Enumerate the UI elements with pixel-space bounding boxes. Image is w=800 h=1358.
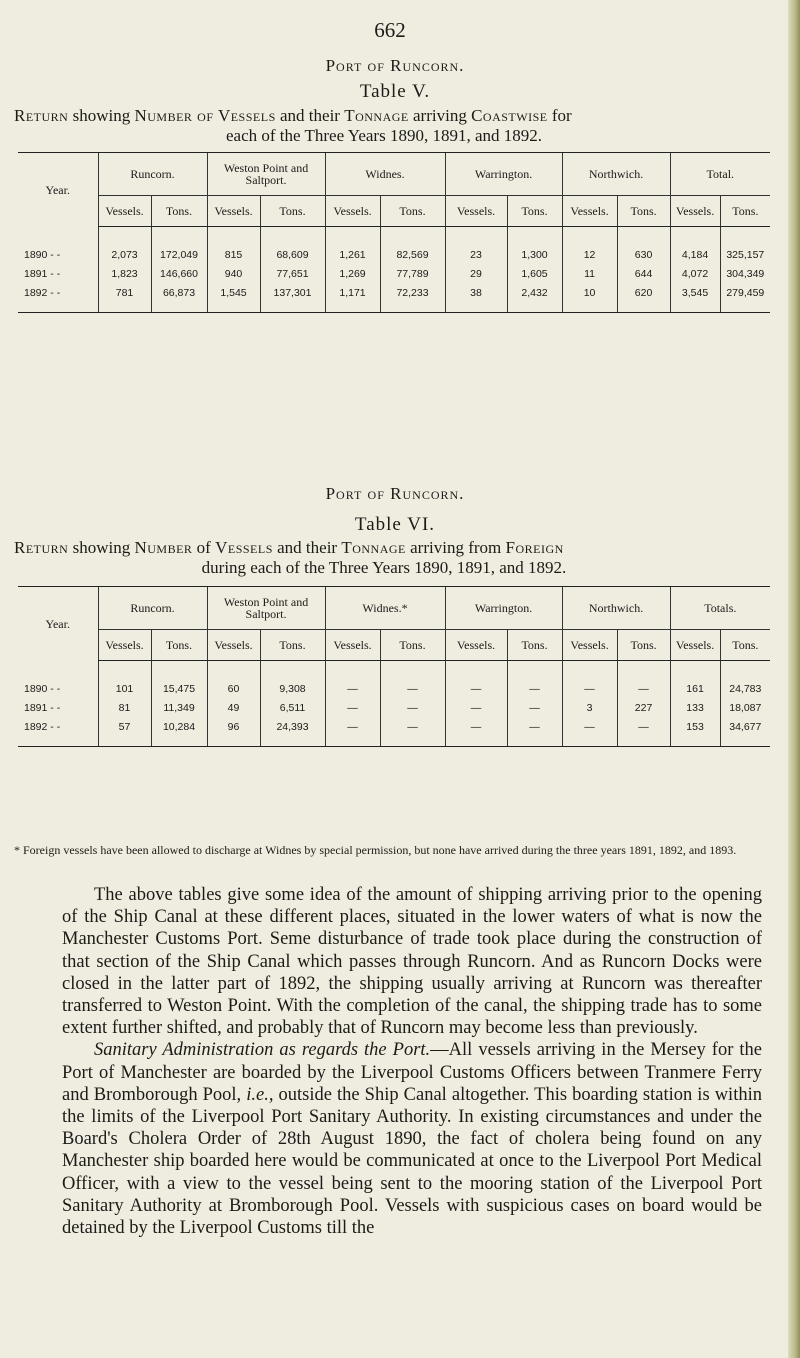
table6-desc-number: Number [134, 538, 193, 557]
table-cell: 1,261 [325, 245, 380, 264]
place-header: Northwich. [562, 587, 670, 630]
tons-header: Tons. [260, 196, 325, 227]
table-cell: 153 [670, 717, 720, 736]
table-cell: 57 [98, 717, 151, 736]
table-cell: 2,073 [98, 245, 151, 264]
table-cell: — [562, 679, 617, 698]
table-cell: 66,873 [151, 283, 207, 302]
table5-heading: Port of Runcorn. [325, 56, 465, 75]
vessels-header: Vessels. [445, 196, 507, 227]
table5 [18, 152, 770, 313]
table-cell: — [445, 717, 507, 736]
table-cell: — [380, 717, 445, 736]
year-header: Year. [18, 153, 98, 227]
table-cell: 940 [207, 264, 260, 283]
paragraph: The above tables give some idea of the amount of shipping arriving prior to the opening of the Ship Canal at these different places, situated in the lower waters of what is now the Manchester Customs Port. Seme disturbance of trade took place during the construction of that section of the Ship Canal which passes through Runcorn. And as Runcorn Docks were closed in the latter part of 1892, the shipping usually arriving at Runcorn was thereafter transferred to Weston Point. With the completion of the canal, the shipping trade has to some extent further shifted, and probably that of Runcorn may become less than previously. [62, 885, 762, 1039]
vessels-header: Vessels. [670, 630, 720, 661]
table6-footnote: * Foreign vessels have been allowed to discharge at Widnes by special permission, but none have arrived during the three years 1891, 1892, and 1893. [14, 843, 737, 857]
table-cell: 34,677 [720, 717, 770, 736]
table-cell: — [507, 698, 562, 717]
table-cell: 96 [207, 717, 260, 736]
table-cell: 4,072 [670, 264, 720, 283]
table-cell: 12 [562, 245, 617, 264]
table-cell: 23 [445, 245, 507, 264]
vessels-header: Vessels. [445, 630, 507, 661]
table-cell: 77,789 [380, 264, 445, 283]
vessels-header: Vessels. [207, 196, 260, 227]
year-cell: 1892 - - [24, 286, 61, 299]
table-row [18, 264, 770, 283]
table-cell: 630 [617, 245, 670, 264]
table-cell: 11 [562, 264, 617, 283]
table-cell: 38 [445, 283, 507, 302]
table-cell: — [617, 679, 670, 698]
table-cell: 133 [670, 698, 720, 717]
table-row [18, 283, 770, 302]
tons-header: Tons. [507, 630, 562, 661]
table-cell: 137,301 [260, 283, 325, 302]
table-cell: 4,184 [670, 245, 720, 264]
table5-title: Table V. [359, 81, 431, 102]
tons-header: Tons. [720, 196, 770, 227]
table5-desc-and: and their [275, 106, 345, 125]
table-cell: — [325, 679, 380, 698]
table-cell: 10 [562, 283, 617, 302]
table-cell: 18,087 [720, 698, 770, 717]
place-header: Widnes. [325, 153, 445, 196]
table-cell: — [445, 698, 507, 717]
year-header: Year. [18, 587, 98, 661]
paragraph [62, 1039, 762, 1239]
vessels-header: Vessels. [98, 630, 151, 661]
table-cell: 227 [617, 698, 670, 717]
table-cell: 60 [207, 679, 260, 698]
table-cell: 1,171 [325, 283, 380, 302]
table6-desc-mode: Foreign [505, 538, 564, 557]
table-cell: — [325, 698, 380, 717]
table-row [18, 698, 770, 717]
table-cell: — [617, 717, 670, 736]
table6-title: Table VI. [354, 514, 436, 535]
table-cell: 82,569 [380, 245, 445, 264]
table-cell: 24,783 [720, 679, 770, 698]
table-cell: 2,432 [507, 283, 562, 302]
table-row [18, 245, 770, 264]
year-cell: 1890 - - [24, 248, 61, 261]
table5-desc-return: Return [14, 106, 69, 125]
table5-desc-for: for [547, 106, 572, 125]
table-cell: — [445, 679, 507, 698]
table-cell: 279,459 [720, 283, 770, 302]
table-cell: 1,269 [325, 264, 380, 283]
vessels-header: Vessels. [562, 630, 617, 661]
place-header: Northwich. [562, 153, 670, 196]
table6-desc-mid: showing [68, 538, 135, 557]
table-cell: 15,475 [151, 679, 207, 698]
paragraph-ie: i.e., [246, 1084, 274, 1105]
table-cell: 620 [617, 283, 670, 302]
table6-desc-tonnage: Tonnage [341, 538, 406, 557]
table-cell: 1,823 [98, 264, 151, 283]
table6-desc-arriving: arriving from [405, 538, 506, 557]
table-cell: 304,349 [720, 264, 770, 283]
table6-desc-and: and their [272, 538, 342, 557]
paragraph-text: outside the Ship Canal altogether. This boarding station is within the limits of the Liverpool Port Sanitary Authority. In existing circumstances and under the Board's Cholera Order of 28th August 1890, the fact of cholera being found on any Manchester ship boarded here would be communicated at once to the Liverpool Port Medical Officer, with a view to the vessel being sent to the mooring station of the Liverpool Port Sanitary Authority at Bromborough Pool. Vessels with suspicious cases on board would be detained by the Liverpool Customs till the [62, 1084, 762, 1239]
tons-header: Tons. [720, 630, 770, 661]
table-cell: 24,393 [260, 717, 325, 736]
place-header: Runcorn. [98, 153, 207, 196]
tons-header: Tons. [380, 196, 445, 227]
table5-desc-mid: showing [68, 106, 135, 125]
table5-desc-number: Number of Vessels [134, 106, 276, 125]
place-header: Warrington. [445, 153, 562, 196]
table-cell: 146,660 [151, 264, 207, 283]
place-header: Totals. [670, 587, 770, 630]
place-header: Runcorn. [98, 587, 207, 630]
vessels-header: Vessels. [207, 630, 260, 661]
year-cell: 1891 - - [24, 267, 61, 280]
table-cell: — [507, 717, 562, 736]
table-cell: 781 [98, 283, 151, 302]
table5-desc-mode: Coastwise [471, 106, 548, 125]
page-edge [788, 0, 800, 1358]
table6-desc-vessels: Vessels [215, 538, 273, 557]
paragraph-text: —All vessels arriving in the Mersey for the Port of Manchester are boarded by the Liverpool Customs Officers between Tranmere Ferry and Bromborough Pool, [62, 1040, 762, 1105]
table-cell: 644 [617, 264, 670, 283]
vessels-header: Vessels. [325, 196, 380, 227]
table-cell: 72,233 [380, 283, 445, 302]
table-cell: 10,284 [151, 717, 207, 736]
table6-desc-of: of [192, 538, 216, 557]
table-cell: 6,511 [260, 698, 325, 717]
table-cell: — [562, 717, 617, 736]
table-cell: 9,308 [260, 679, 325, 698]
table-cell: — [325, 717, 380, 736]
table-cell: 3 [562, 698, 617, 717]
table-cell: — [380, 679, 445, 698]
table-row [18, 679, 770, 698]
table6 [18, 586, 770, 747]
paragraph-title: Sanitary Administration as regards the Port. [94, 1040, 431, 1061]
tons-header: Tons. [507, 196, 562, 227]
table-cell: 77,651 [260, 264, 325, 283]
place-header: Weston Point and Saltport. [207, 587, 325, 630]
year-cell: 1890 - - [24, 682, 61, 695]
tons-header: Tons. [617, 196, 670, 227]
tons-header: Tons. [380, 630, 445, 661]
tons-header: Tons. [151, 196, 207, 227]
table-cell: 68,609 [260, 245, 325, 264]
table-cell: 161 [670, 679, 720, 698]
place-header: Widnes.* [325, 587, 445, 630]
table-cell: 81 [98, 698, 151, 717]
page-number: 662 [374, 18, 406, 42]
table6-desc-line2: during each of the Three Years 1890, 1891, and 1892. [201, 558, 567, 577]
table5-desc-tonnage: Tonnage [344, 106, 409, 125]
place-header: Total. [670, 153, 770, 196]
vessels-header: Vessels. [325, 630, 380, 661]
table-cell: 29 [445, 264, 507, 283]
table-cell: 101 [98, 679, 151, 698]
table-cell: 3,545 [670, 283, 720, 302]
table6-desc-return: Return [14, 538, 69, 557]
table-cell: 1,605 [507, 264, 562, 283]
year-cell: 1892 - - [24, 720, 61, 733]
table-cell: 1,300 [507, 245, 562, 264]
table6-description [14, 538, 784, 578]
place-header: Weston Point and Saltport. [207, 153, 325, 196]
table-cell: — [507, 679, 562, 698]
table-cell: — [380, 698, 445, 717]
table5-desc-line2: each of the Three Years 1890, 1891, and 1892. [225, 126, 542, 145]
body-text [62, 884, 762, 1239]
table6-heading: Port of Runcorn. [325, 484, 465, 503]
table-cell: 11,349 [151, 698, 207, 717]
table-cell: 49 [207, 698, 260, 717]
table5-description [14, 106, 784, 146]
tons-header: Tons. [260, 630, 325, 661]
vessels-header: Vessels. [98, 196, 151, 227]
tons-header: Tons. [617, 630, 670, 661]
table-cell: 815 [207, 245, 260, 264]
tons-header: Tons. [151, 630, 207, 661]
year-cell: 1891 - - [24, 701, 61, 714]
table-row [18, 717, 770, 736]
table-cell: 172,049 [151, 245, 207, 264]
vessels-header: Vessels. [670, 196, 720, 227]
table5-desc-arriving: arriving [408, 106, 472, 125]
place-header: Warrington. [445, 587, 562, 630]
table-cell: 325,157 [720, 245, 770, 264]
table-cell: 1,545 [207, 283, 260, 302]
vessels-header: Vessels. [562, 196, 617, 227]
